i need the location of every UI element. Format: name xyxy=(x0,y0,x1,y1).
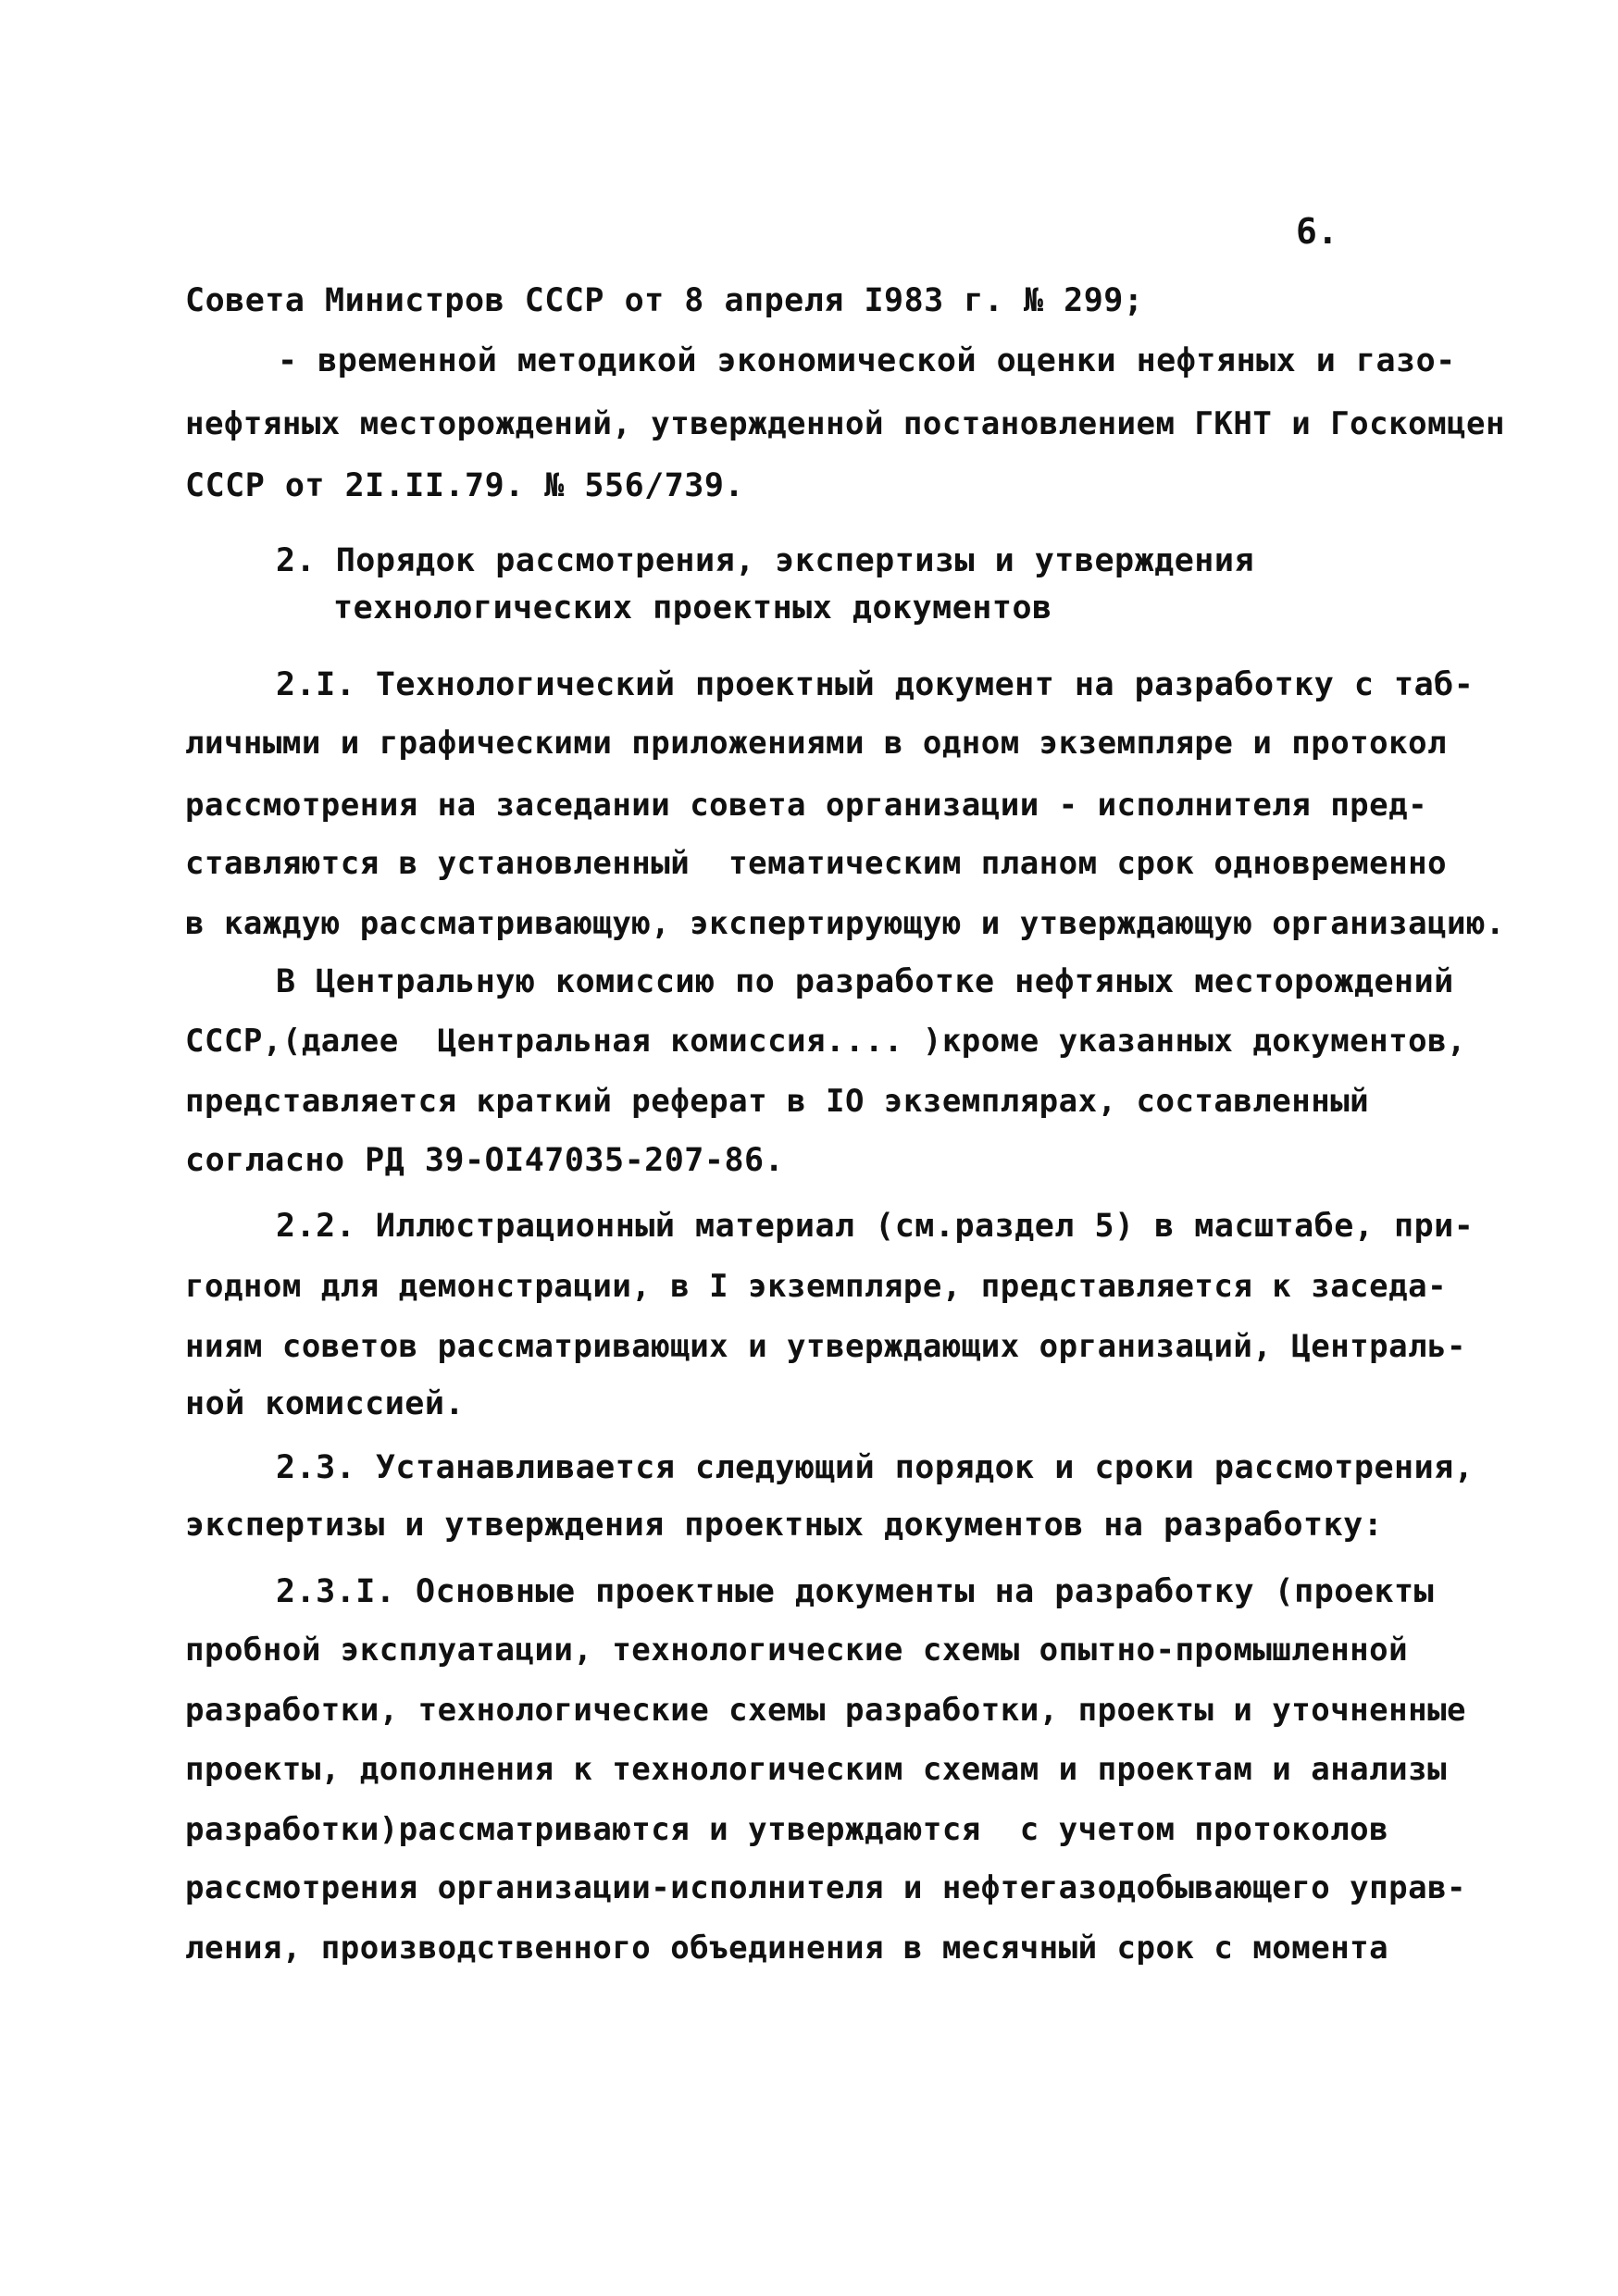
text-line: - временной методикой экономической оценки нефтяных и газо- xyxy=(278,342,1456,379)
text-line: нефтяных месторождений, утвержденной постановлением ГКНТ и Госкомцен xyxy=(185,405,1505,442)
text-line: 2.3. Устанавливается следующий порядок и сроки рассмотрения, xyxy=(276,1449,1475,1486)
text-line: разработки)рассматриваются и утверждаются с учетом протоколов xyxy=(185,1811,1389,1848)
text-line: 2.3.I. Основные проектные документы на разработку (проекты xyxy=(276,1573,1435,1610)
text-line: СССР от 2I.II.79. № 556/739. xyxy=(185,467,745,504)
text-line: Совета Министров СССР от 8 апреля I983 г. № 299; xyxy=(185,282,1144,319)
text-line: ления, производственного объединения в месячный срок с момента xyxy=(185,1930,1389,1967)
text-line: в каждую рассматривающую, экспертирующую и утверждающую организацию. xyxy=(185,905,1505,942)
text-line: рассмотрения на заседании совета организации - исполнителя пред- xyxy=(185,787,1428,824)
text-line: 2.I. Технологический проектный документ на разработку с таб- xyxy=(276,666,1475,703)
text-line: проекты, дополнения к технологическим схемам и проектам и анализы xyxy=(185,1751,1448,1788)
text-line: ставляются в установленный тематическим планом срок одновременно xyxy=(185,845,1448,882)
text-line: годном для демонстрации, в I экземпляре, представляется к заседа- xyxy=(185,1268,1448,1305)
text-line: ниям советов рассматривающих и утверждающих организаций, Централь- xyxy=(185,1328,1467,1365)
text-line: экспертизы и утверждения проектных документов на разработку: xyxy=(185,1507,1384,1544)
text-line: пробной эксплуатации, технологические схемы опытно-промышленной xyxy=(185,1632,1409,1669)
text-line: личными и графическими приложениями в одном экземпляре и протокол xyxy=(185,725,1448,762)
text-line: согласно РД 39-OI47035-207-86. xyxy=(185,1142,785,1179)
text-line: 2.2. Иллюстрационный материал (см.раздел 5) в масштабе, при- xyxy=(276,1208,1475,1245)
text-line: СССР,(далее Центральная комиссия.... )кроме указанных документов, xyxy=(185,1023,1467,1060)
text-line: рассмотрения организации-исполнителя и нефтегазодобывающего управ- xyxy=(185,1869,1467,1906)
section-heading: технологических проектных документов xyxy=(333,590,1052,627)
page-number: 6. xyxy=(1296,211,1338,252)
text-line: представляется краткий реферат в IO экземплярах, составленный xyxy=(185,1083,1370,1120)
text-line: ной комиссией. xyxy=(185,1385,466,1422)
text-line: разработки, технологические схемы разработки, проекты и уточненные xyxy=(185,1692,1467,1729)
text-line: В Центральную комиссию по разработке нефтяных месторождений xyxy=(276,963,1454,1000)
section-heading: 2. Порядок рассмотрения, экспертизы и утверждения xyxy=(276,542,1255,579)
